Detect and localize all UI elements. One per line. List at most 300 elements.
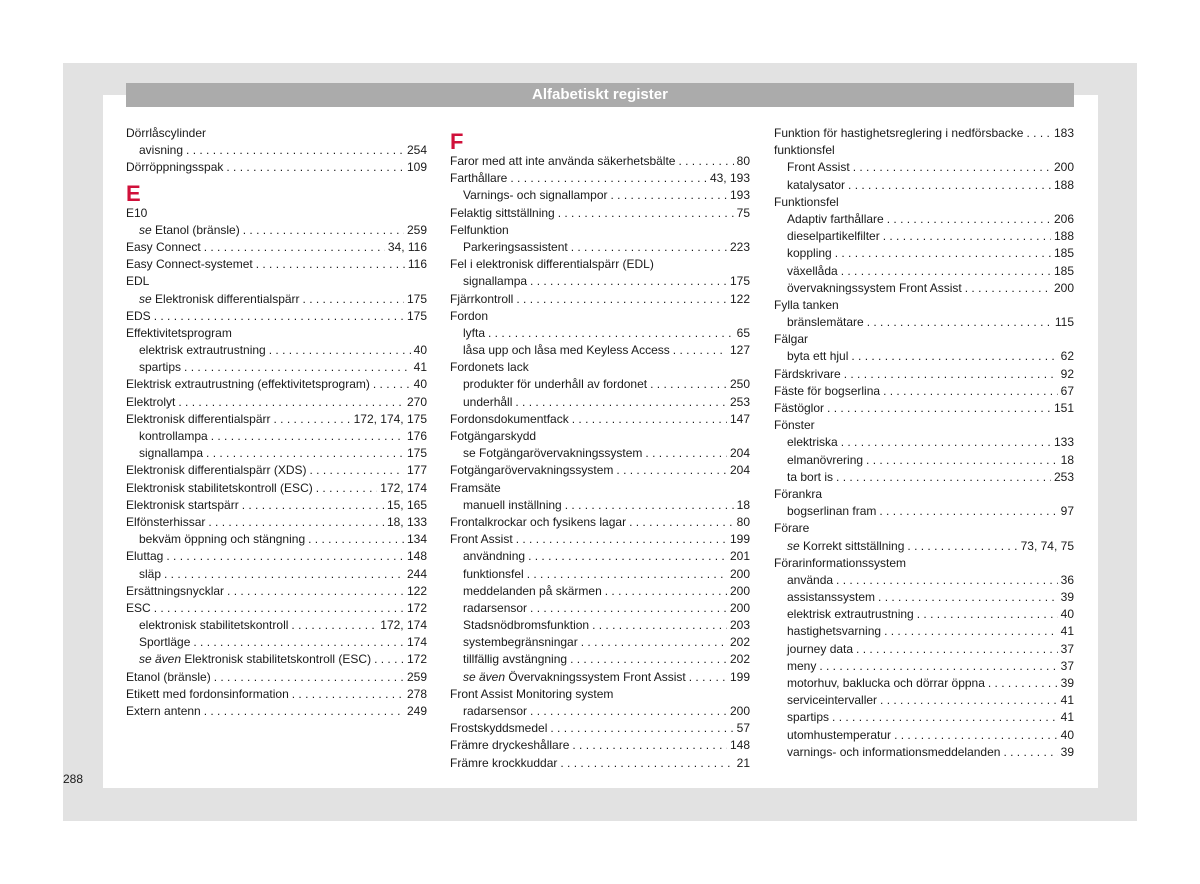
page-reference: 41	[1060, 693, 1074, 708]
leader-dots	[572, 411, 727, 428]
leader-dots	[887, 211, 1051, 228]
index-subentry	[450, 497, 750, 514]
entry-text	[126, 480, 313, 497]
index-entry	[450, 428, 750, 445]
entry-label: utomhustemperatur	[787, 727, 892, 742]
page-reference: 176	[406, 429, 427, 443]
index-subentry	[774, 211, 1074, 228]
index-subentry	[774, 503, 1074, 520]
page-reference: 39	[1060, 590, 1074, 605]
section-letter: E	[126, 180, 141, 206]
index-subentry	[450, 566, 750, 583]
index-entry	[450, 480, 750, 497]
entry-text	[126, 703, 201, 720]
index-subentry	[126, 291, 427, 308]
page-reference: 40	[1060, 727, 1074, 742]
entry-text	[139, 142, 183, 159]
index-column-1	[126, 125, 427, 720]
index-entry	[126, 394, 427, 411]
page-reference: 183	[1053, 126, 1074, 140]
leader-dots	[154, 600, 404, 617]
index-subentry	[774, 469, 1074, 486]
entry-text	[774, 383, 880, 400]
entry-text	[126, 376, 370, 393]
leader-dots	[678, 153, 733, 170]
index-entry	[126, 686, 427, 703]
entry-label: byta ett hjul	[787, 349, 849, 364]
entry-text	[774, 331, 808, 348]
page-reference: 200	[729, 704, 750, 718]
entry-text	[787, 692, 877, 709]
page-reference: 133	[1053, 435, 1074, 450]
leader-dots	[214, 669, 404, 686]
index-entry	[450, 514, 750, 531]
entry-label: Färdskrivare	[774, 366, 841, 381]
leader-dots	[560, 755, 733, 772]
entry-label: Parkeringsassistent	[463, 239, 568, 254]
leader-dots	[291, 617, 377, 634]
entry-label: Front Assist	[787, 160, 850, 175]
entry-text	[139, 617, 288, 634]
page-reference: 115	[1054, 315, 1074, 330]
entry-label: Elektronisk stabilitetskontroll (ESC)	[126, 480, 313, 495]
leader-dots	[917, 606, 1058, 623]
entry-text	[450, 222, 509, 239]
page-reference: 200	[729, 566, 750, 581]
index-entry	[126, 159, 427, 176]
entry-text	[463, 342, 670, 359]
entry-text	[787, 606, 914, 623]
entry-text	[463, 566, 524, 583]
page-reference: 37	[1060, 658, 1074, 673]
leader-dots	[206, 445, 404, 462]
page-reference: 37	[1060, 641, 1074, 656]
leader-dots	[570, 651, 727, 668]
entry-text	[126, 497, 239, 514]
entry-label: Funktion för hastighetsreglering i nedförsbacke	[774, 126, 1024, 140]
leader-dots	[907, 538, 1017, 555]
see-reference-label: se	[787, 538, 800, 553]
entry-label: underhåll	[463, 394, 513, 409]
entry-text	[450, 411, 569, 428]
index-subentry	[126, 531, 427, 548]
page-reference: 259	[406, 222, 427, 237]
index-subentry	[126, 342, 427, 359]
entry-label: Funktionsfel	[774, 194, 839, 209]
entry-text	[126, 239, 201, 256]
leader-dots	[256, 256, 405, 273]
page-reference: 204	[729, 463, 750, 478]
entry-text	[126, 125, 206, 142]
page-reference: 34, 116	[387, 239, 427, 254]
leader-dots	[689, 669, 727, 686]
page-reference: 36	[1060, 572, 1074, 587]
entry-text	[126, 669, 211, 686]
leader-dots	[528, 548, 727, 565]
index-subentry	[450, 394, 750, 411]
page-reference: 18, 133	[386, 514, 427, 529]
entry-label: produkter för underhåll av fordonet	[463, 377, 648, 392]
entry-text	[450, 462, 613, 479]
page-reference: 172	[406, 600, 427, 615]
entry-text	[774, 194, 839, 211]
leader-dots	[303, 291, 404, 308]
leader-dots	[879, 503, 1057, 520]
entry-label: Frostskyddsmedel	[450, 721, 548, 736]
index-subentry	[126, 617, 427, 634]
entry-text	[787, 434, 838, 451]
leader-dots	[841, 434, 1051, 451]
index-entry	[126, 325, 427, 342]
entry-text	[450, 755, 557, 772]
page-reference: 175	[406, 446, 427, 461]
entry-text	[787, 658, 816, 675]
entry-text	[126, 686, 289, 703]
leader-dots	[851, 348, 1057, 365]
page-reference: 122	[406, 583, 427, 598]
leader-dots	[605, 583, 727, 600]
page-reference: 109	[406, 160, 427, 175]
page-reference: 172, 174	[380, 480, 427, 495]
index-entry	[126, 411, 427, 428]
entry-label: avisning	[139, 143, 184, 158]
entry-text	[126, 256, 253, 273]
entry-text	[126, 583, 224, 600]
entry-label: kontrollampa	[139, 429, 208, 443]
page-reference: 175	[406, 308, 427, 323]
page-reference: 40	[1060, 607, 1074, 622]
entry-label: spartips	[787, 710, 830, 725]
entry-label: Frontalkrockar och fysikens lagar	[450, 514, 627, 529]
index-entry	[450, 686, 750, 703]
entry-label: Fälgar	[774, 332, 809, 347]
entry-label: E10	[126, 205, 148, 220]
page-reference: 57	[736, 721, 750, 736]
leader-dots	[673, 342, 727, 359]
entry-label: Elektronisk stabilitetskontroll (ESC)	[181, 652, 372, 667]
leader-dots	[166, 548, 404, 565]
entry-text	[126, 273, 149, 290]
page-reference: 80	[736, 514, 750, 529]
see-reference-label: se	[139, 291, 152, 306]
entry-text	[126, 325, 232, 342]
entry-label: Dörröppningsspak	[126, 160, 224, 175]
entry-label: Fotgängarövervakningssystem	[450, 463, 614, 478]
entry-label: Främre dryckeshållare	[450, 738, 570, 753]
leader-dots	[836, 469, 1051, 486]
leader-dots	[178, 394, 404, 411]
index-entry	[126, 480, 427, 497]
entry-text	[463, 634, 578, 651]
index-subentry	[774, 589, 1074, 606]
index-subentry	[774, 159, 1074, 176]
entry-label: assistanssystem	[787, 590, 876, 605]
leader-dots	[841, 263, 1051, 280]
entry-label: Sportläge	[139, 635, 191, 650]
index-subentry	[450, 583, 750, 600]
index-subentry	[450, 634, 750, 651]
entry-text	[450, 428, 536, 445]
index-subentry	[774, 263, 1074, 280]
entry-label: Effektivitetsprogram	[126, 325, 232, 340]
entry-text	[787, 159, 850, 176]
page-reference: 204	[729, 446, 750, 461]
entry-text	[787, 211, 884, 228]
index-subentry	[126, 651, 427, 668]
leader-dots	[242, 497, 384, 514]
index-subentry	[774, 228, 1074, 245]
entry-text	[463, 273, 527, 290]
leader-dots	[571, 239, 727, 256]
leader-dots	[592, 617, 727, 634]
leader-dots	[292, 686, 404, 703]
entry-text	[126, 548, 163, 565]
entry-label: Felfunktion	[450, 222, 509, 237]
index-subentry	[774, 177, 1074, 194]
page-reference: 203	[729, 618, 750, 633]
page-reference: 39	[1060, 744, 1074, 759]
index-column-2	[450, 125, 750, 772]
leader-dots	[550, 720, 733, 737]
leader-dots	[227, 583, 404, 600]
index-subentry	[126, 428, 427, 445]
index-entry	[774, 555, 1074, 572]
entry-label: Stadsnödbromsfunktion	[463, 618, 590, 633]
entry-label: Fordonsdokumentfack	[450, 411, 569, 426]
entry-label: elmanövrering	[787, 452, 864, 467]
entry-text	[139, 445, 203, 462]
page-reference: 65	[736, 325, 750, 340]
entry-label: dieselpartikelfilter	[787, 229, 880, 244]
see-reference-label: se även	[139, 652, 182, 667]
index-entry	[450, 170, 750, 187]
index-subentry	[450, 669, 750, 686]
index-subentry	[774, 434, 1074, 451]
leader-dots	[835, 245, 1051, 262]
entry-label: bogserlinan fram	[787, 504, 877, 519]
entry-text	[139, 634, 190, 651]
entry-label: elektriska	[787, 435, 838, 450]
index-subentry	[774, 641, 1074, 658]
entry-label: systembegränsningar	[463, 635, 578, 650]
entry-label: Ersättningsnycklar	[126, 583, 225, 598]
leader-dots	[616, 462, 727, 479]
index-entry	[774, 331, 1074, 348]
page-reference: 188	[1053, 177, 1074, 192]
entry-text	[463, 651, 567, 668]
leader-dots	[154, 308, 404, 325]
index-entry	[450, 359, 750, 376]
entry-text	[450, 256, 654, 273]
index-subentry	[126, 359, 427, 376]
entry-label: Elfönsterhissar	[126, 514, 206, 529]
index-subentry	[450, 273, 750, 290]
page-reference: 250	[729, 377, 750, 392]
entry-text	[126, 308, 151, 325]
leader-dots	[827, 400, 1051, 417]
leader-dots	[226, 159, 404, 176]
index-entry	[450, 755, 750, 772]
entry-text	[787, 228, 880, 245]
entry-text	[450, 514, 626, 531]
entry-label: Fordon	[450, 308, 489, 323]
entry-text	[463, 497, 562, 514]
entry-label: katalysator	[787, 177, 846, 192]
leader-dots	[565, 497, 734, 514]
entry-label: Adaptiv farthållare	[787, 211, 884, 226]
index-entry	[774, 486, 1074, 503]
entry-label: Felaktig sittställning	[450, 205, 555, 220]
index-entry	[450, 291, 750, 308]
entry-text	[450, 359, 529, 376]
leader-dots	[274, 411, 351, 428]
entry-text	[126, 600, 151, 617]
leader-dots	[867, 314, 1052, 331]
page-reference: 174	[406, 635, 427, 650]
index-entry	[126, 583, 427, 600]
entry-text	[787, 314, 864, 331]
entry-label: motorhuv, baklucka och dörrar öppna	[787, 676, 985, 690]
entry-label: Etanol (bränsle)	[151, 222, 240, 237]
leader-dots	[308, 531, 404, 548]
entry-text	[787, 709, 829, 726]
entry-label: Fordonets lack	[450, 360, 529, 375]
entry-text	[139, 359, 181, 376]
entry-text	[463, 376, 647, 393]
page-reference: 18	[736, 497, 750, 512]
entry-label: radarsensor	[463, 704, 528, 718]
entry-text	[787, 263, 838, 280]
index-subentry	[126, 634, 427, 651]
entry-label: Elektronisk differentialspärr	[151, 291, 300, 306]
page-reference: 185	[1053, 246, 1074, 261]
entry-label: meddelanden på skärmen	[463, 583, 602, 598]
entry-label: meny	[787, 658, 817, 673]
leader-dots	[184, 359, 411, 376]
entry-text	[774, 486, 822, 503]
entry-label: funktionsfel	[774, 143, 835, 158]
index-entry	[126, 669, 427, 686]
entry-label: Förare	[774, 521, 810, 536]
page-reference: 122	[729, 291, 750, 306]
entry-text	[787, 727, 891, 744]
entry-text	[463, 394, 512, 411]
leader-dots	[988, 675, 1058, 692]
entry-label: användning	[463, 549, 526, 564]
entry-label: Front Assist Monitoring system	[450, 686, 614, 701]
entry-text	[787, 503, 876, 520]
index-subentry	[774, 245, 1074, 262]
index-subentry	[774, 538, 1074, 555]
entry-label: låsa upp och låsa med Keyless Access	[463, 343, 670, 358]
index-entry	[126, 308, 427, 325]
entry-label: signallampa	[463, 274, 528, 289]
page-number: 288	[63, 772, 84, 786]
page-reference: 41	[1060, 624, 1074, 639]
entry-label: Fel i elektronisk differentialspärr (EDL)	[450, 257, 654, 272]
page-reference: 253	[729, 394, 750, 409]
entry-text	[463, 703, 527, 720]
page-reference: 151	[1053, 401, 1074, 415]
index-subentry	[450, 325, 750, 342]
entry-text	[450, 153, 675, 170]
page-reference: 200	[1053, 280, 1074, 295]
leader-dots	[373, 376, 411, 393]
leader-dots	[208, 514, 384, 531]
entry-label: släp	[139, 566, 162, 581]
page-reference: 177	[406, 463, 427, 478]
page-reference: 278	[406, 686, 427, 701]
entry-label: Framsäte	[450, 480, 501, 495]
leader-dots	[488, 325, 734, 342]
page-reference: 193	[729, 188, 750, 203]
page-reference: 75	[736, 205, 750, 220]
leader-dots	[878, 589, 1058, 606]
index-entry	[450, 462, 750, 479]
index-entry	[126, 548, 427, 565]
entry-label: Förankra	[774, 486, 823, 501]
page-reference: 175	[729, 274, 750, 289]
index-subentry	[450, 617, 750, 634]
index-subentry	[450, 703, 750, 720]
leader-dots	[581, 634, 727, 651]
entry-text	[774, 142, 835, 159]
page-reference: 244	[406, 566, 427, 581]
entry-text	[463, 239, 568, 256]
index-entry	[450, 531, 750, 548]
page-reference: 201	[729, 549, 750, 564]
entry-text	[463, 445, 642, 462]
entry-label: hastighetsvarning	[787, 624, 882, 639]
entry-text	[139, 651, 371, 668]
index-entry	[774, 417, 1074, 434]
leader-dots	[883, 228, 1051, 245]
page-reference: 148	[406, 549, 427, 564]
page-reference: 43, 193	[709, 171, 750, 186]
index-subentry	[774, 744, 1074, 761]
index-subentry	[774, 675, 1074, 692]
page-reference: 202	[729, 652, 750, 667]
page-reference: 92	[1060, 366, 1074, 381]
page-reference: 202	[729, 635, 750, 650]
entry-label: elektrisk extrautrustning	[787, 607, 914, 622]
entry-text	[126, 159, 223, 176]
page-reference: 199	[729, 669, 750, 684]
entry-text	[787, 469, 833, 486]
entry-text	[126, 411, 271, 428]
page-reference: 134	[406, 532, 427, 547]
entry-label: Easy Connect	[126, 239, 201, 254]
entry-text	[450, 737, 569, 754]
entry-label: Extern antenn	[126, 704, 201, 718]
entry-text	[787, 452, 863, 469]
page-reference: 172	[406, 652, 427, 667]
entry-label: elektronisk stabilitetskontroll	[139, 618, 289, 633]
entry-text	[787, 744, 1000, 761]
leader-dots	[650, 376, 727, 393]
index-entry	[774, 297, 1074, 314]
leader-dots	[629, 514, 734, 531]
index-entry	[450, 411, 750, 428]
page-reference: 147	[729, 411, 750, 426]
leader-dots	[645, 445, 727, 462]
entry-label: Fylla tanken	[774, 297, 839, 312]
entry-text	[450, 291, 513, 308]
page-reference: 175	[406, 291, 427, 306]
index-entry	[450, 737, 750, 754]
entry-text	[774, 125, 1023, 142]
page-reference: 254	[406, 143, 427, 158]
